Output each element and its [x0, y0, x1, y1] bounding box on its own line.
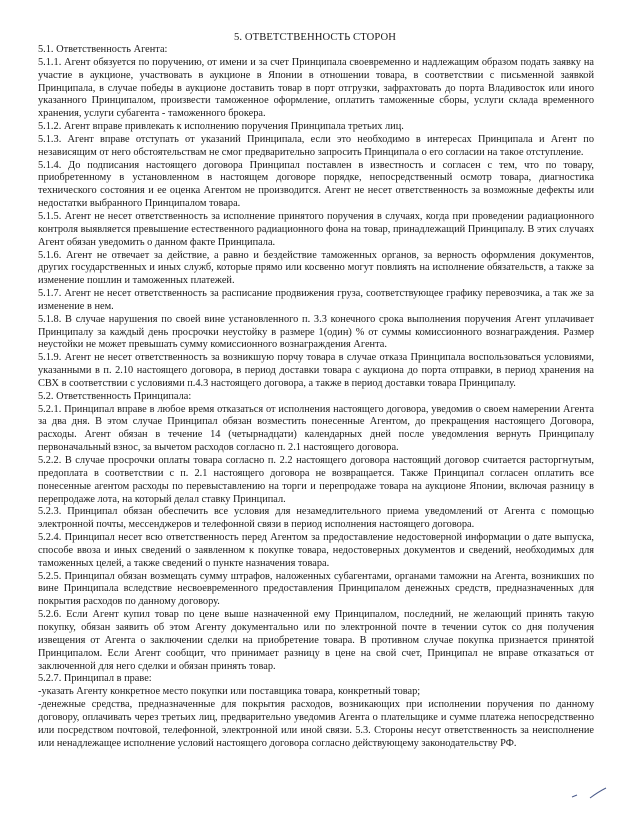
- paragraph-5-1: 5.1. Ответственность Агента:: [38, 44, 168, 55]
- paragraph-5-2-4: 5.2.4. Принципал несет всю ответственность перед Агентом за предоставление недостоверной информации о дате выпуска, способе ввоза и иных сведений о заявленном к покупке товара, недостоверных документов и сведений, необходимых для таможенных целей, а также сведений о пункте назначения товара.: [38, 532, 594, 569]
- paragraph-5-2-6: 5.2.6. Если Агент купил товар по цене выше назначенной ему Принципалом, последний, не желающий принять такую покупку, обязан заявить об этом Агенту документально или по электронной почте в течении суток со дня получения извещения от Агента о заключении сделки на приобретение товара. В противном случае покупка признается принятой Принципалом. Если Агент сообщит, что принимает разницу в цене на свой счет, Принципал не вправе отказаться от заключенной для него сделки и обязан принять товар.: [38, 609, 594, 672]
- paragraph-5-1-5: 5.1.5. Агент не несет ответственность за исполнение принятого поручения в случаях, когда при проведении радиационного контроля выявляется превышение естественного радиационного фона на товар, принадлежащий Принципалу. В этих случаях Агент обязан уведомить о данном факте Принципала.: [38, 210, 594, 248]
- paragraph-5-1-9: 5.1.9. Агент не несет ответственность за возникшую порчу товара в случае отказа Принципала воспользоваться условиями, указанными в п. 2.10 настоящего договора, в период доставки товара с аукциона до порта отправки, в период хранения на СВХ в соответствии с условиями п.4.3 настоящего договора, а также в период доставки товара Принципалу.: [38, 352, 594, 389]
- paragraph-5-2-2: 5.2.2. В случае просрочки оплаты товара согласно п. 2.2 настоящего договора настоящий договор считается расторгнутым, предоплата в соответствии с п. 2.1 настоящего договора не возвращается. Также Принципал согласен оплатить все понесенные агентом расходы по перевыставлению на торги и перепродаже товара на аукционе Японии, включая разницу в перепродаже лота, на который делал ставку Принципал.: [38, 455, 594, 505]
- handwritten-mark-icon: [570, 786, 610, 800]
- paragraph-5-1-6: 5.1.6. Агент не отвечает за действие, а равно и бездействие таможенных органов, за верность оформления документов, других государственных и иных служб, которые прямо или косвенно могут повлиять на исполнение обязательств, а также за изменение пошлин и таможенных платежей.: [38, 249, 594, 287]
- paragraph-5-2-5: 5.2.5. Принципал обязан возмещать сумму штрафов, наложенных субагентами, органами таможни на Агента, возникших по вине Принципала вследствие несвоевременного предоставления Принципалом денежных средств, предназначенных для покрытия расходов по данному договору.: [38, 570, 594, 608]
- paragraph-5-1-1: 5.1.1. Агент обязуется по поручению, от имени и за счет Принципала своевременно и надлежащим образом подать заявку на участие в аукционе, участвовать в аукционе в Японии в отношении товара, в соответствии с письменной заявкой Принципала, в случае победы в аукционе доставить товар в порт отгрузки, зафрахтовать до порта Владивосток или иного указанного Принципалом, произвести таможенное оформление, оплатить таможенные сборы, услуги склада временного хранения, услуги субагента - таможенного брокера.: [38, 56, 594, 120]
- paragraph-5-1-3: 5.1.3. Агент вправе отступать от указаний Принципала, если это необходимо в интересах Принципала и Агент по независящим от него обстоятельствам не смог предварительно запросить Принципала о его согласии на такое отступление.: [38, 133, 594, 158]
- document-body: [38, 44, 594, 750]
- list-item-specify-place: -указать Агенту конкретное место покупки или поставщика товара, конкретный товар;: [38, 686, 421, 698]
- paragraph-5-1-2: 5.1.2. Агент вправе привлекать к исполнению поручения Принципала третьих лиц.: [38, 121, 404, 133]
- paragraph-5-1-4: 5.1.4. До подписания настоящего договора Принципал поставлен в известность и согласен с тем, что по товару, приобретенному в установленном в настоящем договоре порядке, непосредственный осмотр товара, диагностика технического состояния и ее оценка Агентом не производится. Агент не несет ответственность за возможные дефекты или недостатки выбранного Принципалом товара.: [38, 159, 594, 210]
- paragraph-5-2-1: 5.2.1. Принципал вправе в любое время отказаться от исполнения настоящего договора, уведомив о своем намерении Агента за два дня. В этом случае Принципал обязан возместить понесенные Агентом, до прекращения настоящего Договора, расходы. Агент обязан в течение 14 (четырнадцати) календарных дней после уведомления вернуть Принципалу первоначальный взнос, за вычетом расходов согласно п. 2.1 настоящего договора.: [38, 403, 594, 454]
- list-item-third-party-payment: -денежные средства, предназначенные для покрытия расходов, возникающих при исполнении поручения по данному договору, оплачивать через третьих лиц, предварительно уведомив Агента о плательщике и сумме платежа непосредственно или посредством почтовой, телефонной, электронной или иной связи. 5.3. Стороны несут ответственность за неисполнение или ненадлежащее исполнение условий настоящего договора согласно действующему законодательству РФ.: [38, 699, 594, 749]
- section-title: 5. ОТВЕТСТВЕННОСТЬ СТОРОН: [233, 32, 397, 43]
- paragraph-5-1-8: 5.1.8. В случае нарушения по своей вине установленного п. 3.3 конечного срока выполнения поручения Агент уплачивает Принципалу за каждый день просрочки неустойку в размере 1(один) % от суммы комиссионного вознаграждения. Размер неустойки не может превышать сумму комиссионного вознаграждения Агента.: [38, 313, 594, 351]
- paragraph-5-1-7: 5.1.7. Агент не несет ответственность за расписание продвижения груза, соответствующее графику перевозчика, а так же за изменение в нем.: [38, 288, 594, 312]
- paragraph-5-2-3: 5.2.3. Принципал обязан обеспечить все условия для незамедлительного приема уведомлений от Агента с помощью электронной почты, мессенджеров и телефонной связи в период исполнения настоящего договора.: [38, 506, 594, 531]
- paragraph-5-2: 5.2. Ответственность Принципала:: [38, 390, 192, 402]
- paragraph-5-2-7: 5.2.7. Принципал в праве:: [38, 673, 152, 685]
